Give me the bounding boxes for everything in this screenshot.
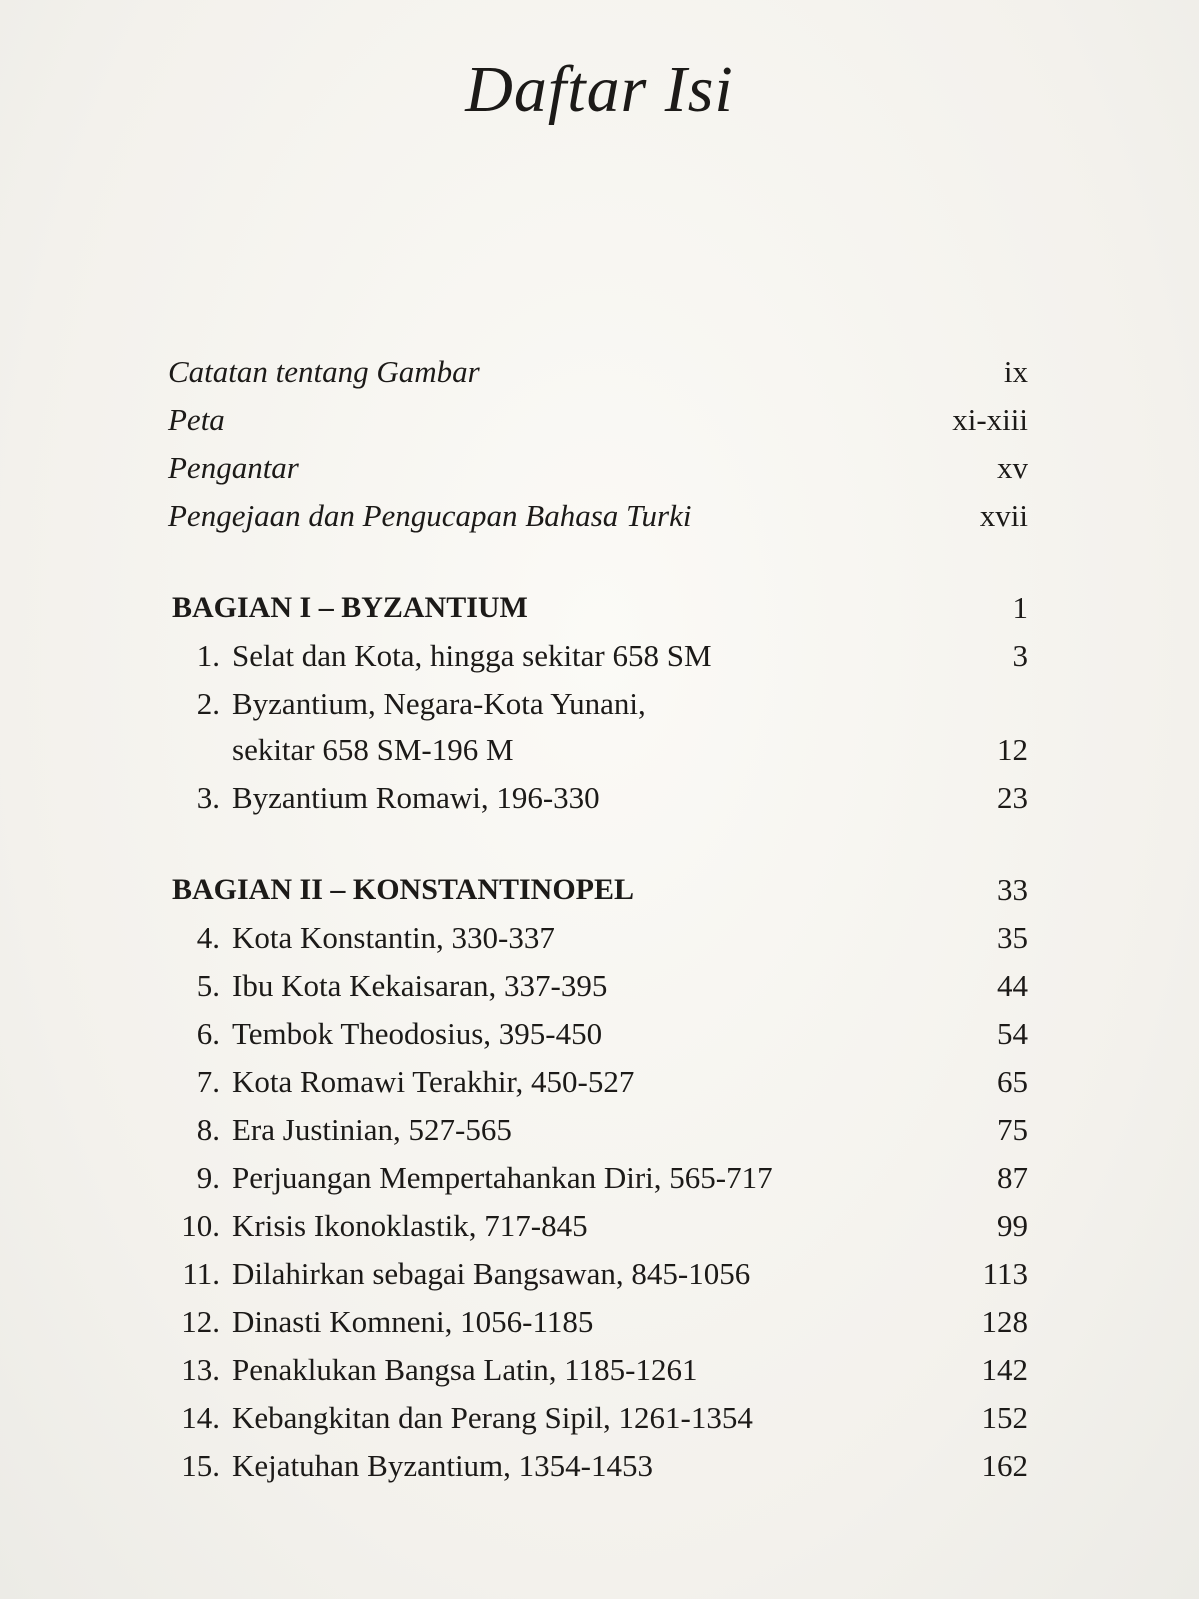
- chapter-entry: [168, 1202, 1048, 1250]
- chapter-entry: [168, 1394, 1048, 1442]
- chapter-number: 13.: [181, 1352, 220, 1387]
- chapter-number: 14.: [181, 1400, 220, 1435]
- part-heading: [168, 584, 1048, 632]
- chapter-title: Krisis Ikonoklastik, 717-845: [232, 1208, 588, 1243]
- chapter-number: 10.: [181, 1208, 220, 1243]
- entry-page: xv: [997, 450, 1028, 485]
- chapter-page: 162: [981, 1448, 1028, 1483]
- entry-page: xi-xiii: [952, 402, 1028, 437]
- chapter-number: 2.: [196, 686, 220, 721]
- chapter-title: Kebangkitan dan Perang Sipil, 1261-1354: [232, 1400, 753, 1435]
- part-label: BAGIAN I – BYZANTIUM: [172, 591, 528, 624]
- chapter-entry: [168, 1154, 1048, 1202]
- entry-label: Pengantar: [168, 450, 299, 485]
- chapter-number: 4.: [196, 920, 220, 955]
- chapter-page: 128: [981, 1304, 1028, 1339]
- chapter-entry: [168, 962, 1048, 1010]
- chapter-entry: [168, 1250, 1048, 1298]
- chapter-title: Selat dan Kota, hingga sekitar 658 SM: [232, 638, 712, 673]
- chapter-entry: [168, 914, 1048, 962]
- entry-label: Catatan tentang Gambar: [168, 354, 480, 389]
- chapter-title: Kota Romawi Terakhir, 450-527: [232, 1064, 635, 1099]
- chapter-title-continued: sekitar 658 SM-196 M: [232, 732, 514, 767]
- chapter-number: 7.: [196, 1064, 220, 1099]
- chapter-page: 44: [997, 968, 1028, 1003]
- chapter-page: 152: [981, 1400, 1028, 1435]
- chapter-title: Ibu Kota Kekaisaran, 337-395: [232, 968, 608, 1003]
- chapter-number: 5.: [196, 968, 220, 1003]
- chapter-title: Byzantium, Negara-Kota Yunani,: [232, 686, 646, 721]
- chapter-page: 87: [997, 1160, 1028, 1195]
- chapter-entry: [168, 774, 1048, 822]
- chapter-page: 99: [997, 1208, 1028, 1243]
- toc-entry: [168, 444, 1048, 492]
- chapter-number: 15.: [181, 1448, 220, 1483]
- chapter-page: 54: [997, 1016, 1028, 1051]
- part-heading: [168, 866, 1048, 914]
- chapter-entry: [168, 680, 1048, 774]
- chapter-number: 12.: [181, 1304, 220, 1339]
- chapter-page: 75: [997, 1112, 1028, 1147]
- chapter-page: 65: [997, 1064, 1028, 1099]
- chapter-number: 6.: [196, 1016, 220, 1051]
- toc-entry: [168, 348, 1048, 396]
- toc-entry: [168, 396, 1048, 444]
- chapter-title: Era Justinian, 527-565: [232, 1112, 512, 1147]
- chapter-number: 1.: [196, 638, 220, 673]
- chapter-title: Penaklukan Bangsa Latin, 1185-1261: [232, 1352, 698, 1387]
- page-title: Daftar Isi: [465, 53, 734, 126]
- chapter-entry: [168, 1298, 1048, 1346]
- chapter-entry: [168, 1010, 1048, 1058]
- chapter-title: Kota Konstantin, 330-337: [232, 920, 555, 955]
- chapter-title: Kejatuhan Byzantium, 1354-1453: [232, 1448, 653, 1483]
- chapter-number: 9.: [196, 1160, 220, 1195]
- chapter-title: Dilahirkan sebagai Bangsawan, 845-1056: [232, 1256, 751, 1291]
- chapter-page: 142: [981, 1352, 1028, 1387]
- chapter-page: 3: [1012, 638, 1028, 673]
- chapter-page: 23: [997, 780, 1028, 815]
- chapter-page: 35: [997, 920, 1028, 955]
- toc-entry: [168, 492, 1048, 540]
- entry-label: Pengejaan dan Pengucapan Bahasa Turki: [168, 498, 692, 533]
- chapter-entry: [168, 632, 1048, 680]
- chapter-title: Tembok Theodosius, 395-450: [232, 1016, 603, 1051]
- chapter-title: Perjuangan Mempertahankan Diri, 565-717: [232, 1160, 773, 1195]
- part-label: BAGIAN II – KONSTANTINOPEL: [172, 873, 635, 906]
- part-page: 33: [997, 872, 1028, 907]
- chapter-page: 12: [997, 732, 1028, 767]
- entry-label: Peta: [168, 402, 225, 437]
- chapter-page: 113: [982, 1256, 1028, 1291]
- chapter-entry: [168, 1106, 1048, 1154]
- chapter-entry: [168, 1346, 1048, 1394]
- part-page: 1: [1012, 590, 1028, 625]
- chapter-title: Dinasti Komneni, 1056-1185: [232, 1304, 594, 1339]
- chapter-entry: [168, 1058, 1048, 1106]
- table-of-contents: [168, 348, 1048, 1490]
- entry-page: ix: [1003, 354, 1028, 389]
- chapter-number: 8.: [196, 1112, 220, 1147]
- entry-page: xvii: [979, 498, 1028, 533]
- chapter-number: 3.: [196, 780, 220, 815]
- chapter-entry: [168, 1442, 1048, 1490]
- chapter-title: Byzantium Romawi, 196-330: [232, 780, 600, 815]
- chapter-number: 11.: [182, 1256, 220, 1291]
